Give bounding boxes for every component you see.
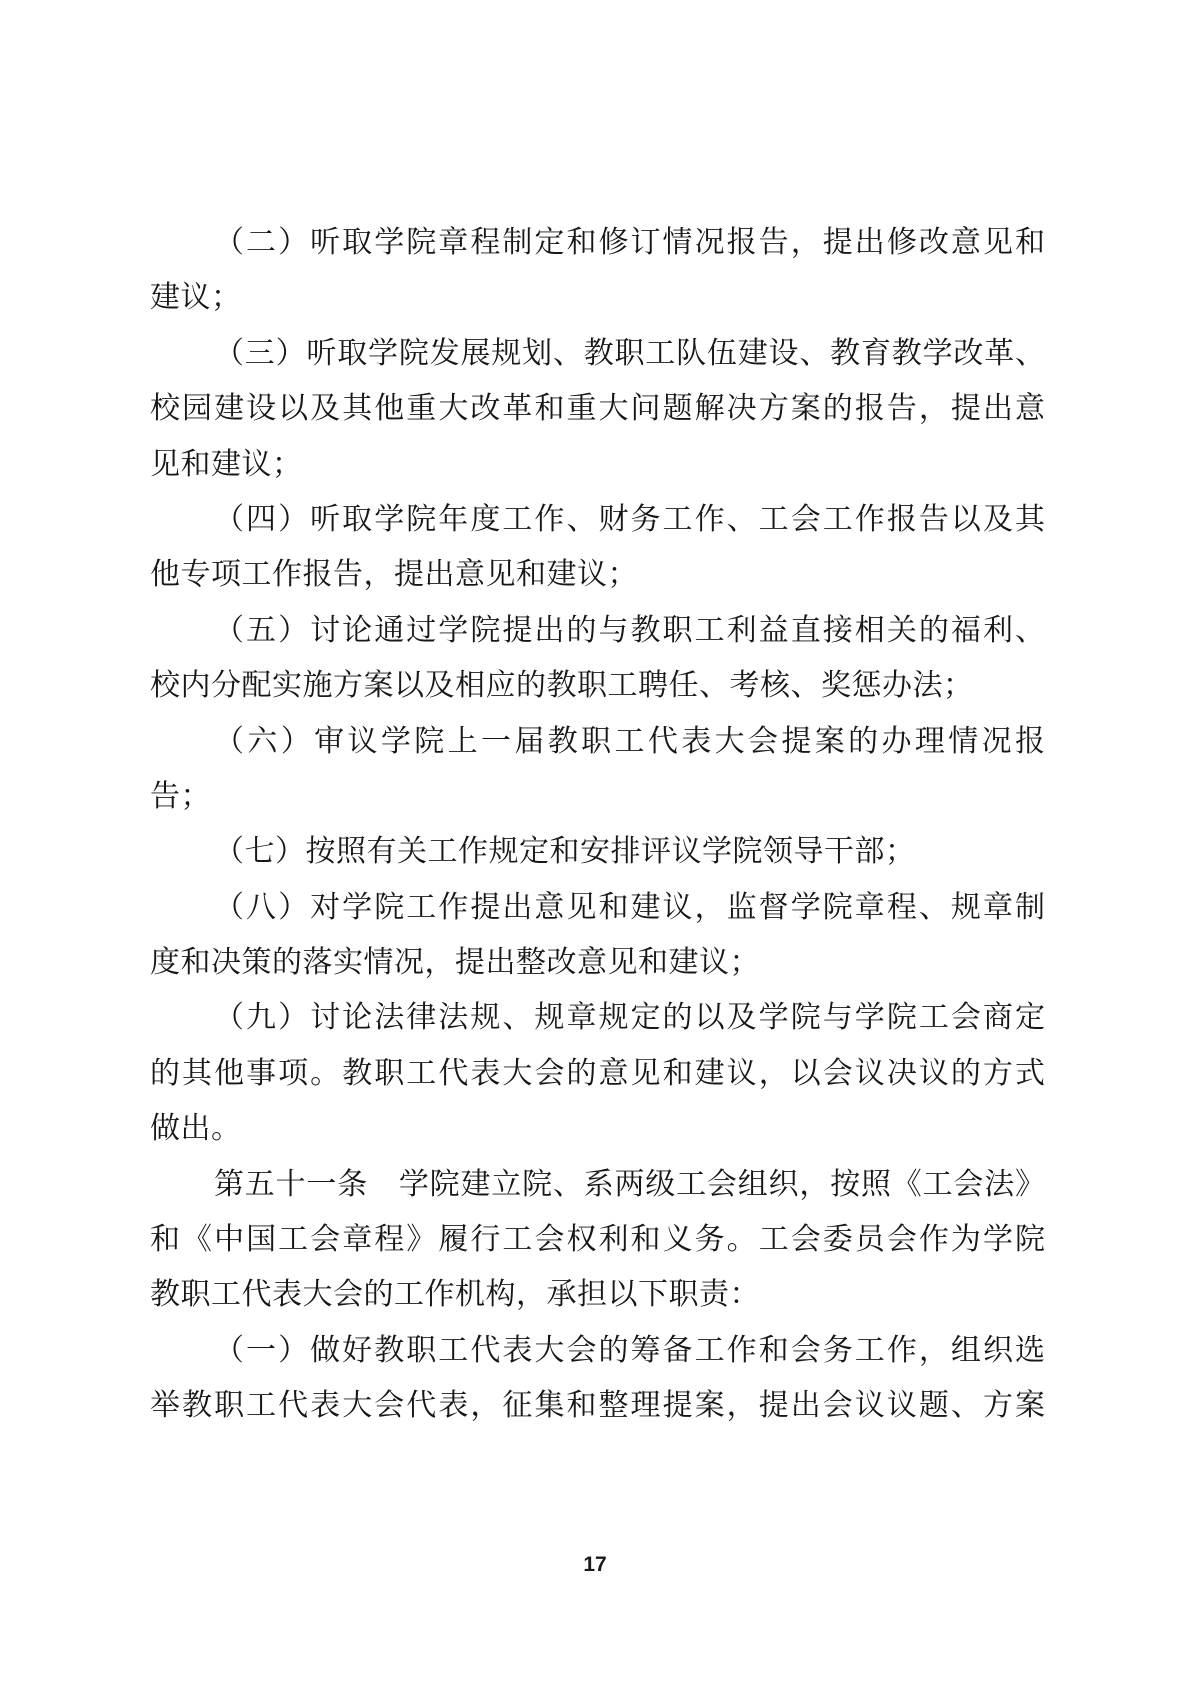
- text-line: （八）对学院工作提出意见和建议，监督学院章程、规章制: [214, 890, 1045, 924]
- text-line: （三）听取学院发展规划、教职工队伍建设、教育教学改革、: [214, 336, 1045, 370]
- text-line: 校园建设以及其他重大改革和重大问题解决方案的报告，提出意: [150, 392, 1045, 426]
- text-line: 校内分配实施方案以及相应的教职工聘任、考核、奖惩办法；: [150, 669, 974, 703]
- text-line: 举教职工代表大会代表，征集和整理提案，提出会议议题、方案: [150, 1389, 1045, 1423]
- text-line: 的其他事项。教职工代表大会的意见和建议，以会议决议的方式: [150, 1056, 1045, 1090]
- text-line: 第五十一条 学院建立院、系两级工会组织，按照《工会法》: [214, 1167, 1045, 1201]
- page-number: 17: [583, 1553, 607, 1576]
- text-line: 度和决策的落实情况，提出整改意见和建议；: [150, 946, 760, 980]
- text-line: 和《中国工会章程》履行工会权利和义务。工会委员会作为学院: [150, 1223, 1045, 1257]
- text-line: 他专项工作报告，提出意见和建议；: [150, 558, 638, 592]
- text-line: 做出。: [150, 1112, 242, 1146]
- text-line: （四）听取学院年度工作、财务工作、工会工作报告以及其: [214, 502, 1045, 536]
- text-line: 告；: [150, 779, 211, 813]
- text-line: （一）做好教职工代表大会的筹备工作和会务工作，组织选: [214, 1333, 1045, 1367]
- text-line: （九）讨论法律法规、规章规定的以及学院与学院工会商定: [214, 1001, 1045, 1035]
- text-line: （六）审议学院上一届教职工代表大会提案的办理情况报: [214, 724, 1045, 758]
- text-line: （五）讨论通过学院提出的与教职工利益直接相关的福利、: [214, 613, 1045, 647]
- text-line: 教职工代表大会的工作机构，承担以下职责：: [150, 1278, 760, 1312]
- text-line: （二）听取学院章程制定和修订情况报告，提出修改意见和: [214, 226, 1045, 259]
- document-body: [150, 215, 1045, 1434]
- text-line: （七）按照有关工作规定和安排评议学院领导干部；: [214, 835, 916, 869]
- text-line: 见和建议；: [150, 447, 303, 481]
- text-line: 建议；: [150, 281, 242, 315]
